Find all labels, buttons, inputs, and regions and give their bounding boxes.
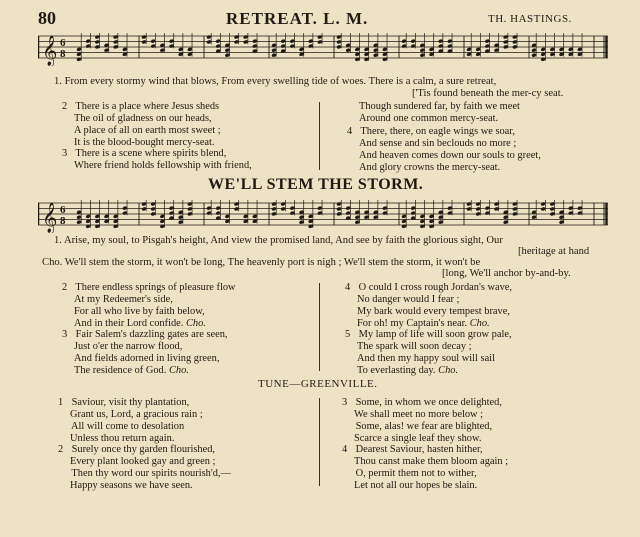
stanza-line: Unless thou return again.	[70, 433, 175, 445]
staff-notation-graphic	[38, 30, 608, 66]
underlay-verse-1-turnover: ['Tis found beneath the mer-cy seat.	[412, 88, 564, 99]
stanza-line: Scarce a single leaf they show.	[354, 433, 482, 445]
stanza-line: Just o'er the narrow flood,	[74, 341, 183, 353]
column-divider	[319, 283, 320, 371]
svg-text:6: 6	[60, 204, 66, 216]
stanza-line: 5 My lamp of life will soon grow pale,	[345, 329, 512, 340]
music-staff-stem-the-storm	[38, 197, 608, 233]
stanza-line: Some, alas! we fear are blighted,	[355, 421, 493, 433]
stanza-line: 4 Dearest Saviour, hasten hither,	[342, 444, 483, 455]
stanza-line: 3 There is a scene where spirits blend,	[62, 148, 227, 159]
stanza-greenville-2	[58, 444, 231, 492]
stanza-line: And glory crowns the mercy-seat.	[359, 162, 501, 174]
hymn-title-retreat: RETREAT. L. M.	[226, 9, 369, 28]
stanza-line: 3 Some, in whom we once delighted,	[342, 397, 502, 408]
stanza-line: Thou canst make them bloom again ;	[354, 456, 509, 468]
stanza-line: 2 There is a place where Jesus sheds	[62, 101, 220, 112]
underlay-verse-1: 1. From every stormy wind that blows, From every swelling tide of woes. There is a calm, a sure retreat,	[54, 76, 497, 87]
stanza-line: The residence of God. Cho.	[74, 365, 189, 377]
stanza-line: No danger would I fear ;	[357, 294, 460, 306]
stanza-line: My bark would every tempest brave,	[357, 306, 510, 318]
stanza-line: 4 There, there, on eagle wings we soar,	[347, 126, 515, 137]
stanza-line: Then thy word our spirits nourish'd,—	[71, 468, 231, 480]
music-staff-retreat	[38, 30, 608, 66]
svg-text:𝄞: 𝄞	[42, 203, 58, 233]
stanza-line: Let not all our hopes be slain.	[354, 480, 478, 492]
stanza-storm-5	[345, 329, 512, 377]
chorus-line: Cho. We'll stem the storm, it won't be long, The heavenly port is nigh ; We'll stem the storm, it won't be	[42, 257, 481, 268]
svg-text:𝄞: 𝄞	[42, 36, 58, 66]
page-number: 80	[38, 8, 56, 28]
stanza-greenville-4	[342, 444, 508, 492]
stanza-line: A place of all on earth most sweet ;	[74, 125, 221, 137]
composer-credit: TH. HASTINGS.	[488, 13, 572, 25]
stanza-line: For all who live by faith below,	[74, 306, 205, 318]
svg-text:6: 6	[60, 37, 66, 49]
stanza-line: And then my happy soul will sail	[357, 353, 495, 365]
stanza-greenville-3	[342, 397, 502, 445]
stanza-line: At my Redeemer's side,	[74, 294, 173, 306]
stanza-line: Grant us, Lord, a gracious rain ;	[70, 409, 203, 421]
stanza-line: 3 Fair Salem's dazzling gates are seen,	[62, 329, 228, 340]
stanza-line: 2 There endless springs of pleasure flow	[62, 282, 236, 293]
stanza-line: And in their Lord confide. Cho.	[74, 318, 206, 330]
stanza-storm-4	[345, 282, 512, 330]
stanza-line: We shall meet no more below ;	[354, 409, 484, 421]
staff-notation-graphic	[38, 197, 608, 233]
underlay-verse-1-turnover: [heritage at hand	[518, 246, 590, 257]
stanza-line: And sense and sin beclouds no more ;	[359, 138, 517, 150]
stanza-line: For oh! my Captain's near. Cho.	[357, 318, 490, 330]
stanza-line: 4 O could I cross rough Jordan's wave,	[345, 282, 512, 293]
stanza-line: The oil of gladness on our heads,	[74, 113, 212, 125]
tune-label-greenville: TUNE—GREENVILLE.	[258, 378, 378, 390]
stanza-line: 1 Saviour, visit thy plantation,	[58, 397, 190, 408]
stanza-retreat-3	[62, 148, 252, 172]
stanza-line: O, permit them not to wither,	[355, 468, 477, 480]
stanza-line: And fields adorned in living green,	[74, 353, 220, 365]
stanza-line: To everlasting day. Cho.	[357, 365, 459, 377]
stanza-line: Around one common mercy-seat.	[359, 113, 499, 125]
chorus-turnover: [long, We'll anchor by-and-by.	[442, 268, 571, 279]
column-divider	[319, 102, 320, 170]
stanza-retreat-2	[62, 101, 221, 149]
underlay-verse-1: 1. Arise, my soul, to Pisgah's height, And view the promised land, And see by faith the glorious sight, Our	[54, 235, 503, 246]
stanza-storm-2	[62, 282, 236, 330]
stanza-line: And heaven comes down our souls to greet,	[359, 150, 541, 162]
stanza-retreat-4	[347, 126, 541, 174]
svg-text:8: 8	[60, 48, 66, 60]
stanza-greenville-1	[58, 397, 203, 445]
hymn-title-stem-the-storm: WE'LL STEM THE STORM.	[208, 176, 424, 193]
stanza-retreat-3-cont	[347, 101, 520, 125]
stanza-line: All will come to desolation	[71, 421, 185, 433]
stanza-line: Every plant looked gay and green ;	[70, 456, 216, 468]
svg-text:8: 8	[60, 215, 66, 227]
column-divider	[319, 398, 320, 486]
stanza-line: Where friend holds fellowship with friend,	[74, 160, 252, 172]
stanza-line: Though sundered far, by faith we meet	[359, 101, 520, 112]
stanza-line: 2 Surely once thy garden flourished,	[58, 444, 216, 455]
stanza-storm-3	[62, 329, 228, 377]
stanza-line: The spark will soon decay ;	[357, 341, 472, 353]
stanza-line: Happy seasons we have seen.	[70, 480, 193, 492]
stanza-line: It is the blood-bought mercy-seat.	[74, 137, 215, 149]
